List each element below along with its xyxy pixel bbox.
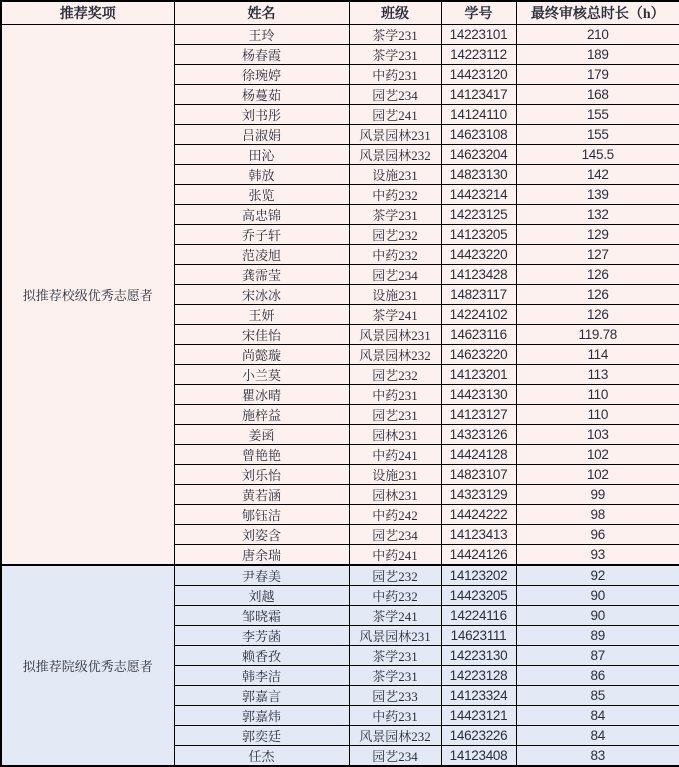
cell-total-hours: 102	[516, 444, 679, 464]
cell-name: 姜函	[174, 424, 349, 444]
cell-student-id: 14423121	[441, 705, 516, 725]
cell-total-hours: 110	[516, 384, 679, 404]
award-group-label: 拟推荐院级优秀志愿者	[1, 565, 174, 766]
cell-name: 尚懿璇	[174, 344, 349, 364]
cell-class: 中药232	[349, 585, 441, 605]
cell-student-id: 14123428	[441, 264, 516, 284]
cell-total-hours: 119.78	[516, 324, 679, 344]
cell-total-hours: 103	[516, 424, 679, 444]
cell-student-id: 14123413	[441, 524, 516, 544]
cell-class: 设施231	[349, 164, 441, 184]
cell-total-hours: 155	[516, 124, 679, 144]
cell-total-hours: 98	[516, 504, 679, 524]
cell-name: 任杰	[174, 745, 349, 766]
cell-student-id: 14124110	[441, 104, 516, 124]
cell-student-id: 14224116	[441, 605, 516, 625]
cell-total-hours: 89	[516, 625, 679, 645]
cell-name: 刘姿含	[174, 524, 349, 544]
cell-class: 中药242	[349, 504, 441, 524]
cell-class: 园艺234	[349, 745, 441, 766]
cell-class: 茶学231	[349, 44, 441, 64]
cell-class: 中药232	[349, 244, 441, 264]
cell-total-hours: 83	[516, 745, 679, 766]
award-group-label: 拟推荐校级优秀志愿者	[1, 24, 174, 565]
cell-class: 园艺233	[349, 685, 441, 705]
cell-student-id: 14623226	[441, 725, 516, 745]
cell-name: 郭嘉言	[174, 685, 349, 705]
cell-name: 杨春霞	[174, 44, 349, 64]
cell-name: 韩李洁	[174, 665, 349, 685]
cell-total-hours: 90	[516, 585, 679, 605]
cell-student-id: 14423205	[441, 585, 516, 605]
cell-class: 园艺241	[349, 104, 441, 124]
cell-class: 风景园林231	[349, 124, 441, 144]
cell-student-id: 14424128	[441, 444, 516, 464]
cell-student-id: 14123324	[441, 685, 516, 705]
cell-student-id: 14623204	[441, 144, 516, 164]
cell-student-id: 14223101	[441, 24, 516, 44]
header-award-category: 推荐奖项	[1, 1, 174, 24]
cell-class: 园林231	[349, 484, 441, 504]
cell-student-id: 14423220	[441, 244, 516, 264]
cell-name: 曾艳艳	[174, 444, 349, 464]
cell-student-id: 14323126	[441, 424, 516, 444]
cell-total-hours: 145.5	[516, 144, 679, 164]
cell-student-id: 14224102	[441, 304, 516, 324]
cell-class: 园艺234	[349, 524, 441, 544]
cell-name: 唐余瑞	[174, 544, 349, 565]
cell-student-id: 14823107	[441, 464, 516, 484]
cell-name: 黄若涵	[174, 484, 349, 504]
cell-student-id: 14123127	[441, 404, 516, 424]
cell-class: 园艺234	[349, 84, 441, 104]
cell-class: 设施231	[349, 284, 441, 304]
cell-class: 茶学231	[349, 204, 441, 224]
cell-student-id: 14223128	[441, 665, 516, 685]
cell-class: 中药231	[349, 705, 441, 725]
cell-total-hours: 126	[516, 264, 679, 284]
cell-student-id: 14223112	[441, 44, 516, 64]
header-row	[1, 1, 679, 24]
cell-name: 高忠锦	[174, 204, 349, 224]
cell-student-id: 14424222	[441, 504, 516, 524]
cell-name: 邹晓霜	[174, 605, 349, 625]
cell-name: 郇钰洁	[174, 504, 349, 524]
cell-class: 茶学241	[349, 304, 441, 324]
cell-name: 宋佳怡	[174, 324, 349, 344]
cell-class: 园艺232	[349, 364, 441, 384]
cell-name: 瞿冰晴	[174, 384, 349, 404]
cell-name: 李芳菡	[174, 625, 349, 645]
cell-name: 郭嘉炜	[174, 705, 349, 725]
cell-total-hours: 139	[516, 184, 679, 204]
cell-class: 风景园林231	[349, 324, 441, 344]
cell-class: 园艺232	[349, 224, 441, 244]
cell-total-hours: 96	[516, 524, 679, 544]
cell-total-hours: 110	[516, 404, 679, 424]
cell-total-hours: 93	[516, 544, 679, 565]
cell-name: 韩放	[174, 164, 349, 184]
cell-class: 茶学231	[349, 24, 441, 44]
cell-total-hours: 210	[516, 24, 679, 44]
cell-total-hours: 142	[516, 164, 679, 184]
cell-name: 田沁	[174, 144, 349, 164]
cell-total-hours: 114	[516, 344, 679, 364]
cell-total-hours: 127	[516, 244, 679, 264]
cell-student-id: 14323129	[441, 484, 516, 504]
cell-student-id: 14123408	[441, 745, 516, 766]
cell-class: 园艺232	[349, 565, 441, 586]
header-student-id: 学号	[441, 1, 516, 24]
cell-total-hours: 168	[516, 84, 679, 104]
cell-name: 小兰莫	[174, 364, 349, 384]
cell-class: 中药231	[349, 64, 441, 84]
cell-class: 中药241	[349, 544, 441, 565]
table-body	[1, 24, 679, 766]
cell-total-hours: 113	[516, 364, 679, 384]
cell-student-id: 14223130	[441, 645, 516, 665]
cell-class: 中药241	[349, 444, 441, 464]
cell-class: 设施231	[349, 464, 441, 484]
cell-class: 园艺231	[349, 404, 441, 424]
cell-name: 刘书彤	[174, 104, 349, 124]
cell-student-id: 14123201	[441, 364, 516, 384]
cell-student-id: 14423120	[441, 64, 516, 84]
cell-name: 郭奕廷	[174, 725, 349, 745]
cell-name: 吕淑娟	[174, 124, 349, 144]
cell-name: 赖香孜	[174, 645, 349, 665]
cell-name: 杨蔓茹	[174, 84, 349, 104]
cell-total-hours: 99	[516, 484, 679, 504]
cell-student-id: 14623108	[441, 124, 516, 144]
cell-name: 施梓益	[174, 404, 349, 424]
cell-total-hours: 86	[516, 665, 679, 685]
cell-student-id: 14623116	[441, 324, 516, 344]
cell-student-id: 14123205	[441, 224, 516, 244]
cell-class: 中药231	[349, 384, 441, 404]
cell-total-hours: 92	[516, 565, 679, 586]
cell-class: 风景园林232	[349, 144, 441, 164]
cell-class: 园艺234	[349, 264, 441, 284]
cell-total-hours: 189	[516, 44, 679, 64]
cell-total-hours: 90	[516, 605, 679, 625]
cell-class: 风景园林232	[349, 725, 441, 745]
header-name: 姓名	[174, 1, 349, 24]
cell-student-id: 14623220	[441, 344, 516, 364]
cell-student-id: 14123202	[441, 565, 516, 586]
cell-student-id: 14123417	[441, 84, 516, 104]
cell-class: 茶学231	[349, 645, 441, 665]
header-class: 班级	[349, 1, 441, 24]
cell-student-id: 14823117	[441, 284, 516, 304]
cell-total-hours: 126	[516, 284, 679, 304]
cell-name: 王玲	[174, 24, 349, 44]
cell-total-hours: 126	[516, 304, 679, 324]
cell-class: 中药232	[349, 184, 441, 204]
cell-name: 龚霈莹	[174, 264, 349, 284]
cell-total-hours: 179	[516, 64, 679, 84]
cell-total-hours: 155	[516, 104, 679, 124]
cell-name: 刘乐怡	[174, 464, 349, 484]
cell-total-hours: 84	[516, 705, 679, 725]
cell-total-hours: 129	[516, 224, 679, 244]
table-row	[1, 565, 679, 586]
cell-student-id: 14623111	[441, 625, 516, 645]
cell-student-id: 14423214	[441, 184, 516, 204]
cell-total-hours: 84	[516, 725, 679, 745]
cell-name: 刘越	[174, 585, 349, 605]
cell-total-hours: 85	[516, 685, 679, 705]
cell-class: 风景园林231	[349, 625, 441, 645]
cell-student-id: 14823130	[441, 164, 516, 184]
cell-name: 宋冰冰	[174, 284, 349, 304]
cell-name: 徐琬婷	[174, 64, 349, 84]
table-row	[1, 24, 679, 44]
header-total-hours: 最终审核总时长（h）	[516, 1, 679, 24]
cell-class: 茶学241	[349, 605, 441, 625]
cell-name: 范凌旭	[174, 244, 349, 264]
cell-class: 茶学231	[349, 665, 441, 685]
cell-total-hours: 87	[516, 645, 679, 665]
cell-student-id: 14223125	[441, 204, 516, 224]
cell-total-hours: 102	[516, 464, 679, 484]
cell-class: 园林231	[349, 424, 441, 444]
cell-name: 张览	[174, 184, 349, 204]
cell-student-id: 14423130	[441, 384, 516, 404]
cell-student-id: 14424126	[441, 544, 516, 565]
cell-name: 尹春美	[174, 565, 349, 586]
cell-name: 乔子轩	[174, 224, 349, 244]
cell-total-hours: 132	[516, 204, 679, 224]
cell-name: 王妍	[174, 304, 349, 324]
cell-class: 风景园林232	[349, 344, 441, 364]
